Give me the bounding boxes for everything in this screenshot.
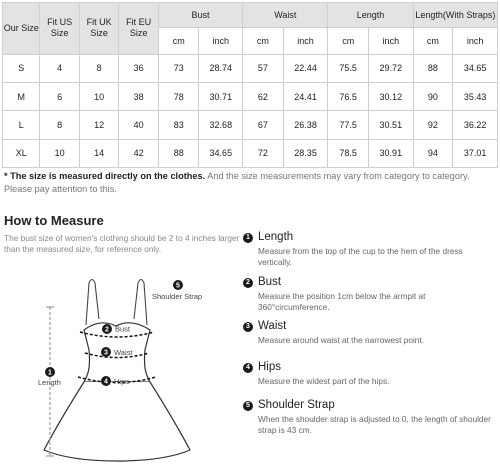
how-to-measure-title: How to Measure [4,213,104,228]
instruction-desc: Measure the widest part of the hips. [258,376,390,386]
left-strap [86,280,99,326]
size-value-cell: 37.01 [453,139,498,167]
size-value-cell: 6 [40,82,80,110]
waist-label: Waist [114,348,133,357]
size-value-cell: 34.65 [453,54,498,82]
bust-label: Bust [115,324,131,334]
dress-diagram [0,268,240,464]
dress-skirt [44,382,190,461]
size-row [3,82,498,110]
size-value-cell: 73 [158,54,199,82]
instruction-name: Length [258,231,294,243]
size-value-cell: 24.41 [283,82,328,110]
size-value-cell: 28.35 [283,139,328,167]
number-badge: 3 [243,322,253,332]
size-value-cell: 14 [79,139,119,167]
size-value-cell: 30.12 [368,82,413,110]
header-our-size: Our Size [3,3,40,55]
unit-header: inch [368,28,413,54]
right-strap [134,280,147,326]
number-badge: 5 [243,401,253,411]
size-value-cell: 10 [79,82,119,110]
instruction-name: Waist [258,320,287,332]
measurement-note [4,170,496,195]
size-chart-table [2,2,498,168]
size-value-cell: 88 [158,139,199,167]
size-value-cell: 94 [413,139,453,167]
unit-header: inch [283,28,328,54]
size-value-cell: 4 [40,54,80,82]
size-value-cell: 36.22 [453,111,498,139]
size-value-cell: 8 [79,54,119,82]
instruction-desc: Measure around waist at the narrowest point. [258,335,425,345]
how-to-measure-intro: The bust size of women's clothing should be 2 to 4 inches larger than the measured size, for reference only. [4,233,240,254]
instruction-desc: Measure from the top of the cup to the hem of the dress vertically. [258,246,463,267]
length-label: Length [38,378,61,387]
shoulder-strap-label: Shoulder Strap [152,292,203,301]
note-bold: * The size is measured directly on the clothes. [4,171,206,181]
unit-header: inch [453,28,498,54]
size-value-cell: 76.5 [328,82,369,110]
header-bust: Bust [158,3,242,28]
size-value-cell: 32.68 [199,111,243,139]
instruction-desc: Measure the position 1cm below the armpit at 360°circumference. [258,291,426,312]
size-value-cell: 67 [243,111,284,139]
size-value-cell: 92 [413,111,453,139]
instruction-desc: When the shoulder strap is adjusted to 0, the length of shoulder strap is 43 cm. [258,414,491,435]
size-value-cell: 8 [40,111,80,139]
shoulder-strap-number: 5 [176,282,180,290]
size-value-cell: 88 [413,54,453,82]
size-value-cell: 34.65 [199,139,243,167]
size-label-cell: XL [3,139,40,167]
size-value-cell: 26.38 [283,111,328,139]
size-value-cell: 30.51 [368,111,413,139]
size-row [3,139,498,167]
size-label-cell: S [3,54,40,82]
instruction-name: Hips [258,361,282,373]
size-value-cell: 10 [40,139,80,167]
header-length-with-straps: Length(With Straps) [413,3,497,28]
size-value-cell: 90 [413,82,453,110]
size-value-cell: 72 [243,139,284,167]
size-value-cell: 38 [119,82,159,110]
size-label-cell: L [3,111,40,139]
size-value-cell: 42 [119,139,159,167]
size-value-cell: 78 [158,82,199,110]
size-value-cell: 77.5 [328,111,369,139]
unit-header: cm [158,28,199,54]
number-badge: 2 [243,278,253,288]
size-value-cell: 30.71 [199,82,243,110]
instruction-name: Shoulder Strap [258,399,335,411]
header-length: Length [328,3,413,28]
unit-header: cm [413,28,453,54]
size-value-cell: 40 [119,111,159,139]
size-value-cell: 29.72 [368,54,413,82]
waist-number: 3 [104,349,108,357]
size-value-cell: 36 [119,54,159,82]
unit-header: cm [243,28,284,54]
size-row [3,54,498,82]
bust-number: 2 [105,326,109,334]
hips-label: Hips [114,377,130,386]
header-waist: Waist [243,3,328,28]
size-value-cell: 57 [243,54,284,82]
size-label-cell: M [3,82,40,110]
header-fit-uk: Fit UK Size [79,3,119,55]
size-value-cell: 35.43 [453,82,498,110]
header-fit-eu: Fit EU Size [119,3,159,55]
number-badge: 4 [243,363,253,373]
size-row [3,111,498,139]
size-value-cell: 78.5 [328,139,369,167]
hips-number: 4 [104,378,108,386]
size-value-cell: 22.44 [283,54,328,82]
size-value-cell: 12 [79,111,119,139]
size-value-cell: 75.5 [328,54,369,82]
unit-header: cm [328,28,369,54]
note-rest: And the size measurements may vary from category to category. Please pay attention to this. [4,171,470,194]
instruction-name: Bust [258,276,282,288]
header-fit-us: Fit US Size [40,3,80,55]
number-badge: 1 [243,233,253,243]
size-value-cell: 62 [243,82,284,110]
size-value-cell: 83 [158,111,199,139]
unit-header: inch [199,28,243,54]
length-number: 1 [48,369,52,377]
size-value-cell: 30.91 [368,139,413,167]
size-value-cell: 28.74 [199,54,243,82]
